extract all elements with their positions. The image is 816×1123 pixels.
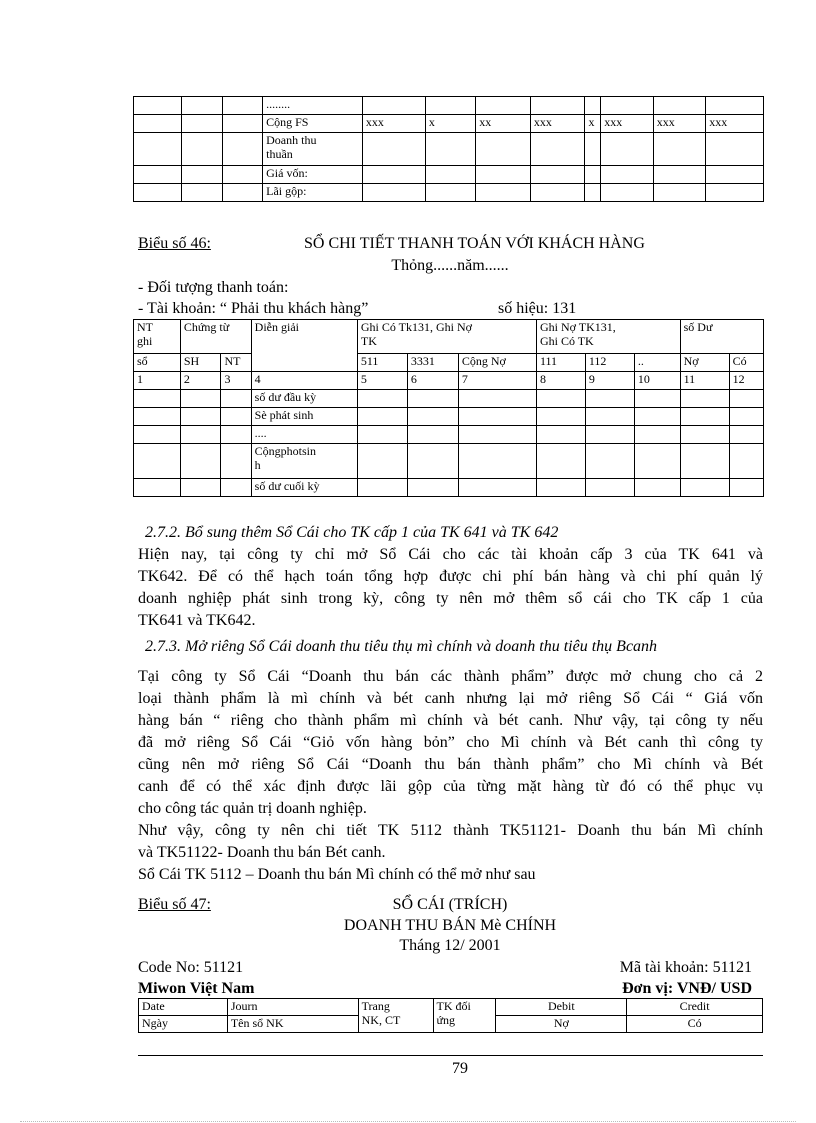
table-header-row: sổ SH NT 511 3331 Cộng Nợ 111 112 .. Nợ Có <box>134 354 764 372</box>
table-row: số dư đầu kỳ <box>134 390 764 408</box>
bieu46-title: SỔ CHI TIẾT THANH TOÁN VỚI KHÁCH HÀNG <box>304 235 645 252</box>
page-edge <box>20 1121 796 1122</box>
paragraph-line: Hiện nay, tại công ty chỉ mở Sổ Cái cho các tài khoản cấp 3 của TK 641 và <box>138 546 763 563</box>
bieu46-subtitle: Thỏng......năm...... <box>391 257 509 274</box>
table-row: .... <box>134 426 764 444</box>
bieu47-account-code: Mã tài khoản: 51121 <box>619 959 752 976</box>
table-row: Cộngphotsin h <box>134 444 764 479</box>
summary-table <box>133 96 764 202</box>
bieu47-company: Miwon Việt Nam <box>138 980 255 997</box>
ledger-46-table: NT ghi Chứng từ Diễn giải Ghi Có Tk131, Ghi Nợ TK Ghi Nợ TK131, Ghi Có TK số Dư sổ SH NT 511 3331 Cộng Nợ 111 112 .. Nợ Có 1 2 3 4 5 6 7 8 9 10 11 12 số dư đầu kỳ Sè phát sinh .... Cộngphotsin h số dư cuối kỳ <box>133 319 764 497</box>
table-row: Lãi gộp: <box>134 184 764 202</box>
paragraph-line: Sổ Cái TK 5112 – Doanh thu bán Mì chính có thể mở như sau <box>138 866 536 883</box>
paragraph-line: cho công tác quản trị doanh nghiệp. <box>138 800 367 817</box>
bieu47-code: Code No: 51121 <box>138 959 244 976</box>
bieu47-subtitle: DOANH THU BÁN Mè CHÍNH <box>343 917 557 934</box>
paragraph-line: và TK51122- Doanh thu bán Bét canh. <box>138 844 386 861</box>
paragraph-line: TK642. Để có thể hạch toán tổng hợp được chi phí bán hàng và chi phí quản lý <box>138 568 763 585</box>
bieu46-item-taikhoan: - Tài khoản: “ Phải thu khách hàng” <box>138 300 369 317</box>
bieu47-title: SỔ CÁI (TRÍCH) <box>392 896 508 913</box>
table-header-row: Ngày Tên sổ NK Nợ Có <box>139 1016 763 1033</box>
paragraph-line: đã mở riêng Sổ Cái “Giỏ vốn hàng bỏn” cho Mì chính và Bét canh thì công ty <box>138 734 763 751</box>
paragraph-line: TK641 và TK642. <box>138 612 256 629</box>
paragraph-line: doanh nghiệp phát sinh trong kỳ, công ty nên mở thêm sổ cái cho TK cấp 1 của <box>138 590 763 607</box>
bieu47-label: Biểu số 47: <box>138 896 211 913</box>
table-row: 1 2 3 4 5 6 7 8 9 10 11 12 <box>134 372 764 390</box>
table-row: số dư cuối kỳ <box>134 479 764 497</box>
section-272-heading: 2.7.2. Bổ sung thêm Sổ Cái cho TK cấp 1 của TK 641 và TK 642 <box>145 524 559 541</box>
table-row: Doanh thu thuần <box>134 133 764 166</box>
page-number: 79 <box>452 1060 468 1077</box>
table-row: Sè phát sinh <box>134 408 764 426</box>
paragraph-line: cũng nên mở riêng Sổ Cái “Doanh thu bán thành phẩm” cho Mì chính và Bét <box>138 756 763 773</box>
section-273-heading: 2.7.3. Mở riêng Sổ Cái doanh thu tiêu thụ mì chính và doanh thu tiêu thụ Bcanh <box>145 638 658 655</box>
paragraph-line: canh để có thể xác định được lãi gộp của từng mặt hàng từ đó có thể phục vụ <box>138 778 763 795</box>
ledger-47-table <box>138 998 763 1033</box>
paragraph-line: Tại công ty Sổ Cái “Doanh thu bán các thành phẩm” được mở chung cho cả 2 <box>138 668 763 685</box>
table-row: Giá vốn: <box>134 166 764 184</box>
table-row: Cộng FS xxx x xx xxx x xxx xxx xxx <box>134 115 764 133</box>
bieu46-sohieu: số hiệu: 131 <box>498 300 577 317</box>
footer-divider <box>138 1055 763 1056</box>
bieu47-unit: Đơn vị: VNĐ/ USD <box>622 980 752 997</box>
table-row: ........ <box>134 97 764 115</box>
bieu46-label: Biểu số 46: <box>138 235 211 252</box>
paragraph-line: hàng bán “ riêng cho thành phẩm mì chính và bét canh. Như vậy, tại công ty nếu <box>138 712 763 729</box>
bieu46-item-doituong: - Đối tượng thanh toán: <box>138 279 289 296</box>
paragraph-line: loại thành phẩm là mì chính và bét canh nhưng lại mở riêng Sổ Cái “ Giá vốn <box>138 690 763 707</box>
bieu47-month: Tháng 12/ 2001 <box>399 937 501 954</box>
paragraph-line: Như vậy, công ty nên chi tiết TK 5112 thành TK51121- Doanh thu bán Mì chính <box>138 822 763 839</box>
table-header-row: Date Journ Trang NK, CT TK đối ứng Debit Credit <box>139 999 763 1016</box>
